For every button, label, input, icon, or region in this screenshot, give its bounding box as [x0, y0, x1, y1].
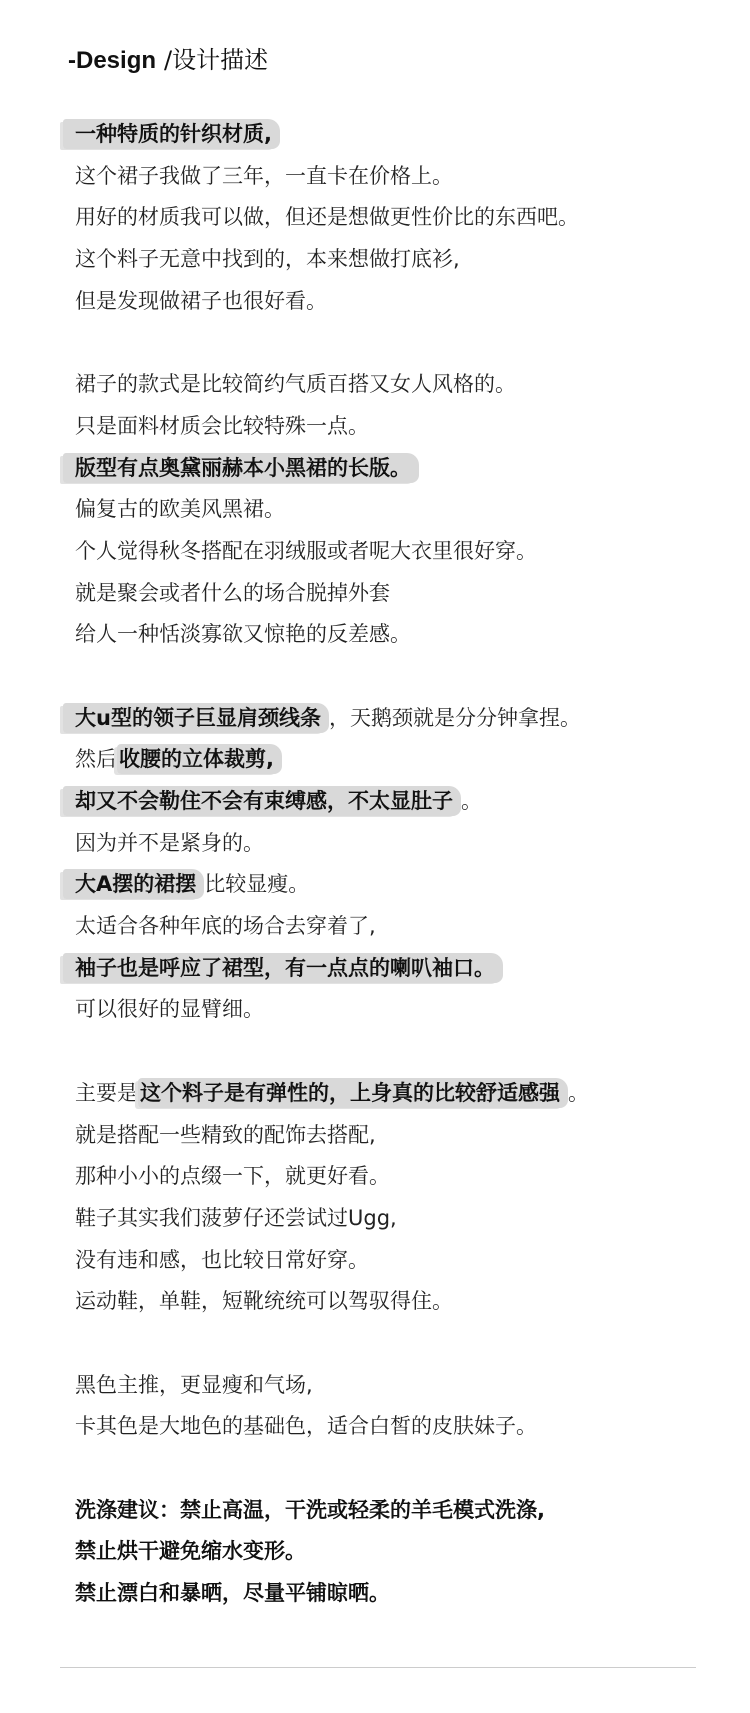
text-line [75, 698, 735, 740]
plain-text: 然后 [75, 747, 117, 772]
text-line [75, 948, 735, 990]
paragraph-gap [75, 1448, 735, 1490]
text-line [75, 864, 735, 906]
text-line [75, 114, 735, 156]
text-line [75, 781, 735, 823]
plain-text: 。 [568, 1080, 589, 1105]
text-line: 只是面料材质会比较特殊一点。 [75, 413, 369, 438]
text-line: 那种小小的点缀一下，就更好看。 [75, 1164, 390, 1189]
text-line [75, 1073, 735, 1115]
text-line: 黑色主推，更显瘦和气场, [75, 1372, 313, 1397]
highlighted-text: 版型有点奥黛丽赫本小黑裙的长版。 [63, 453, 419, 483]
description-body [75, 114, 735, 1615]
text-line [75, 739, 735, 781]
highlighted-text: 这个料子是有弹性的，上身真的比较舒适感强 [138, 1078, 568, 1108]
bottom-divider [60, 1667, 696, 1668]
plain-text: 比较显瘦。 [204, 872, 310, 897]
text-line: 卡其色是大地色的基础色，适合白皙的皮肤妹子。 [75, 1414, 537, 1439]
text-line: 太适合各种年底的场合去穿着了, [75, 914, 376, 939]
paragraph-gap [75, 322, 735, 364]
highlighted-text: 一种特质的针织材质, [63, 119, 280, 149]
text-line: 鞋子其实我们菠萝仔还尝试过Ugg, [75, 1205, 397, 1230]
highlighted-text: 却又不会勒住不会有束缚感，不太显肚子 [63, 786, 461, 816]
text-line: 这个料子无意中找到的，本来想做打底衫, [75, 247, 460, 272]
highlighted-text: 大A摆的裙摆 [63, 869, 204, 899]
text-line: 这个裙子我做了三年，一直卡在价格上。 [75, 163, 453, 188]
washing-instruction-line: 禁止漂白和暴晒，尽量平铺晾晒。 [75, 1581, 390, 1606]
text-line: 裙子的款式是比较简约气质百搭又女人风格的。 [75, 372, 516, 397]
text-line: 可以很好的显臂细。 [75, 997, 264, 1022]
plain-text: 主要是 [75, 1080, 138, 1105]
text-line: 就是搭配一些精致的配饰去搭配, [75, 1122, 376, 1147]
paragraph-gap [75, 1031, 735, 1073]
header-english-title: -Design [68, 47, 157, 74]
text-line: 用好的材质我可以做，但还是想做更性价比的东西吧。 [75, 205, 579, 230]
text-line: 因为并不是紧身的。 [75, 830, 264, 855]
highlighted-text: 袖子也是呼应了裙型，有一点点的喇叭袖口。 [63, 953, 503, 983]
highlighted-text: 收腰的立体裁剪, [117, 744, 282, 774]
paragraph-gap [75, 1323, 735, 1365]
paragraph-gap [75, 656, 735, 698]
header-chinese-title: /设计描述 [164, 46, 269, 74]
washing-instruction-line: 洗涤建议：禁止高温，干洗或轻柔的羊毛模式洗涤, [75, 1497, 545, 1522]
section-header [68, 40, 268, 76]
text-line: 没有违和感，也比较日常好穿。 [75, 1247, 369, 1272]
highlighted-text: 大u型的领子巨显肩颈线条 [63, 703, 329, 733]
text-line: 但是发现做裙子也很好看。 [75, 288, 327, 313]
text-line: 给人一种恬淡寡欲又惊艳的反差感。 [75, 622, 411, 647]
text-line: 个人觉得秋冬搭配在羽绒服或者呢大衣里很好穿。 [75, 538, 537, 563]
plain-text: 。 [461, 789, 482, 813]
text-line [75, 448, 735, 490]
washing-instruction-line: 禁止烘干避免缩水变形。 [75, 1539, 306, 1564]
text-line: 偏复古的欧美风黑裙。 [75, 497, 285, 522]
plain-text: ，天鹅颈就是分分钟拿捏。 [328, 705, 581, 730]
text-line: 运动鞋，单鞋，短靴统统可以驾驭得住。 [75, 1289, 453, 1314]
text-line: 就是聚会或者什么的场合脱掉外套 [75, 580, 390, 605]
